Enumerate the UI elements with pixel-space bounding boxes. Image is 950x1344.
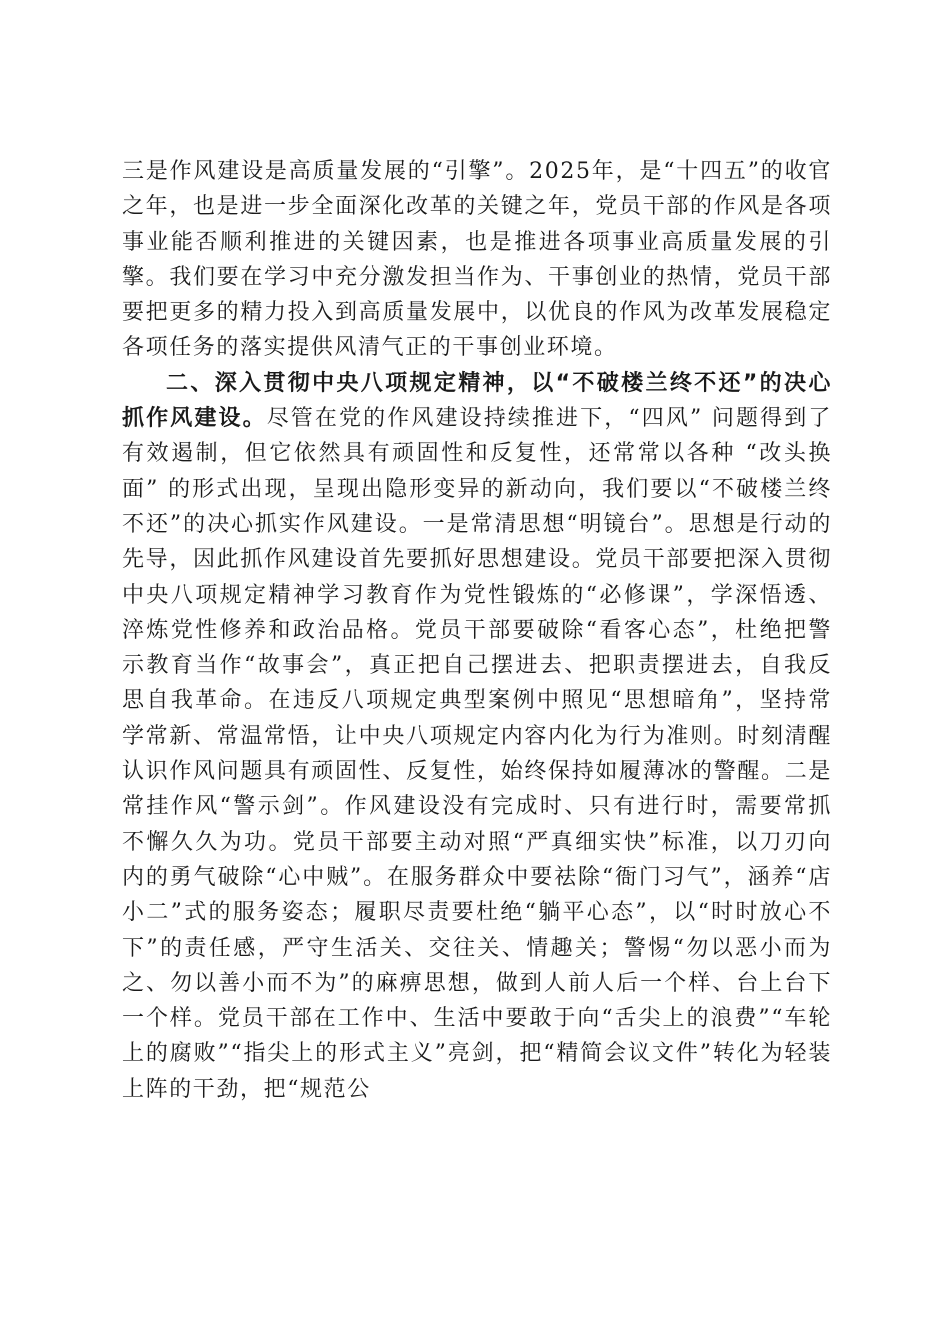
document-page (122, 154, 832, 1107)
paragraph-section-two (122, 366, 832, 1107)
section-heading: 二、深入贯彻中央八项规定精神，以“不破楼兰终不还”的决心抓作风建设。 (122, 370, 832, 432)
section-body: 尽管在党的作风建设持续推进下，“四风” 问题得到了有效遏制，但它依然具有顽固性和反复性，还常常以各种 “改头换面” 的形式出现，呈现出隐形变异的新动向，我们要以“不破楼兰终不还”的决心抓实作风建设。一是常清思想“明镜台”。思想是行动的先导，因此抓作风建设首先要抓好思想建设。党员干部要把深入贯彻中央八项规定精神学习教育作为党性锻炼的“必修课”，学深悟透、淬炼党性修养和政治品格。党员干部要破除“看客心态”，杜绝把警示教育当作“故事会”，真正把自己摆进去、把职责摆进去，自我反思自我革命。在违反八项规定典型案例中照见“思想暗角”，坚持常学常新、常温常悟，让中央八项规定内容内化为行为准则。时刻清醒认识作风问题具有顽固性、反复性，始终保持如履薄冰的警醒。二是常挂作风“警示剑”。作风建设没有完成时、只有进行时，需要常抓不懈久久为功。党员干部要主动对照“严真细实快”标准，以刀刃向内的勇气破除“心中贼”。在服务群众中要祛除“衙门习气”，涵养“店小二”式的服务姿态；履职尽责要杜绝“躺平心态”，以“时时放心不下”的责任感，严守生活关、交往关、情趣关；警惕“勿以恶小而为之、勿以善小而不为”的麻痹思想，做到人前人后一个样、台上台下一个样。党员干部在工作中、生活中要敢于向“舌尖上的浪费”“车轮上的腐败”“指尖上的形式主义”亮剑，把“精简会议文件”转化为轻装上阵的干劲，把“规范公 (122, 406, 832, 1102)
paragraph-engine: 三是作风建设是高质量发展的“引擎”。2025年，是“十四五”的收官之年，也是进一步全面深化改革的关键之年，党员干部的作风是各项事业能否顺利推进的关键因素，也是推进各项事业高质量发展的引擎。我们要在学习中充分激发担当作为、干事创业的热情，党员干部要把更多的精力投入到高质量发展中，以优良的作风为改革发展稳定各项任务的落实提供风清气正的干事创业环境。 (122, 159, 832, 361)
